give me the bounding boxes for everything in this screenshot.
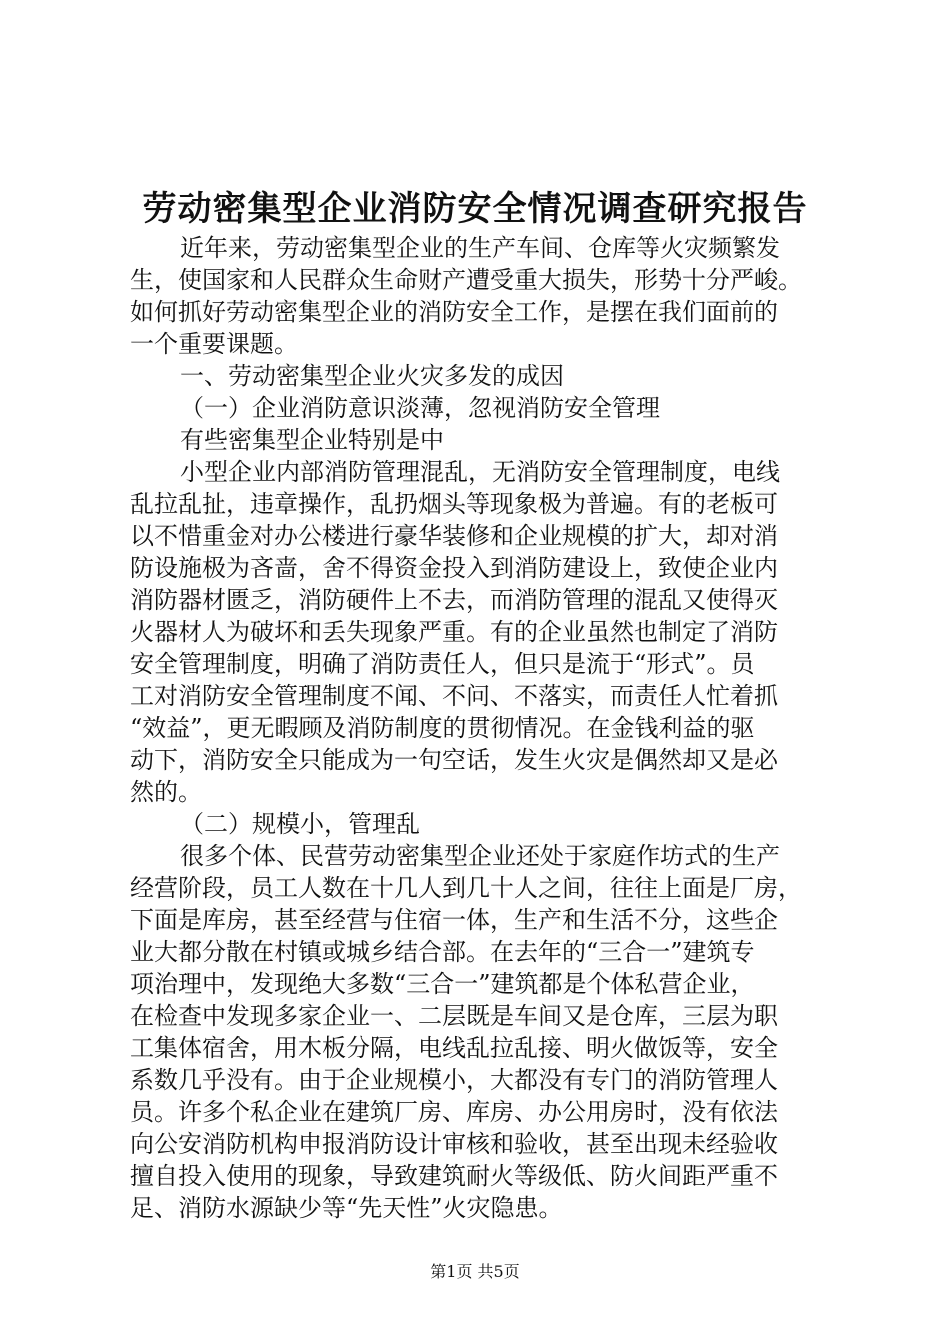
text-line: 经营阶段，员工人数在十几人到几十人之间，往往上面是厂房， [130,874,802,902]
text-line: 有些密集型企业特别是中 [180,426,444,454]
text-line: 下面是库房，甚至经营与住宿一体，生产和生活不分，这些企 [130,906,778,934]
text-line: 以不惜重金对办公楼进行豪华装修和企业规模的扩大，却对消 [130,522,778,550]
text-line: 乱拉乱扯，违章操作，乱扔烟头等现象极为普遍。有的老板可 [130,490,778,518]
text-line: （二）规模小，管理乱 [180,810,420,838]
text-line: 向公安消防机构申报消防设计审核和验收，甚至出现未经验收 [130,1130,778,1158]
text-line: 工集体宿舍，用木板分隔，电线乱拉乱接、明火做饭等，安全 [130,1034,778,1062]
text-line: “效益”，更无暇顾及消防制度的贯彻情况。在金钱利益的驱 [130,714,755,742]
text-line: （一）企业消防意识淡薄，忽视消防安全管理 [180,394,660,422]
text-line: 动下，消防安全只能成为一句空话，发生火灾是偶然却又是必 [130,746,778,774]
text-line: 一个重要课题。 [130,330,298,358]
text-line: 安全管理制度，明确了消防责任人，但只是流于“形式”。员 [130,650,755,678]
text-line: 火器材人为破坏和丢失现象严重。有的企业虽然也制定了消防 [130,618,778,646]
text-line: 小型企业内部消防管理混乱，无消防安全管理制度，电线 [180,458,780,486]
text-line: 生，使国家和人民群众生命财产遭受重大损失，形势十分严峻。 [130,266,802,294]
text-line: 擅自投入使用的现象，导致建筑耐火等级低、防火间距严重不 [130,1162,778,1190]
page-footer: 第1页 共5页 [430,1262,520,1281]
text-line: 近年来，劳动密集型企业的生产车间、仓库等火灾频繁发 [180,234,780,262]
text-line: 如何抓好劳动密集型企业的消防安全工作，是摆在我们面前的 [130,298,778,326]
document-title: 劳动密集型企业消防安全情况调查研究报告 [142,189,808,229]
text-line: 足、消防水源缺少等“先天性”火灾隐患。 [130,1194,563,1222]
text-line: 业大都分散在村镇或城乡结合部。在去年的“三合一”建筑专 [130,938,755,966]
text-line: 工对消防安全管理制度不闻、不问、不落实，而责任人忙着抓 [130,682,778,710]
text-line: 一、劳动密集型企业火灾多发的成因 [180,362,564,390]
text-line: 员。许多个私企业在建筑厂房、库房、办公用房时，没有依法 [130,1098,778,1126]
text-line: 防设施极为吝啬，舍不得资金投入到消防建设上，致使企业内 [130,554,778,582]
document-body [130,232,838,1224]
text-line: 消防器材匮乏，消防硬件上不去，而消防管理的混乱又使得灭 [130,586,778,614]
text-line: 在检查中发现多家企业一、二层既是车间又是仓库，三层为职 [130,1002,778,1030]
text-line: 系数几乎没有。由于企业规模小，大都没有专门的消防管理人 [130,1066,778,1094]
text-line: 项治理中，发现绝大多数“三合一”建筑都是个体私营企业， [130,970,755,998]
text-line: 很多个体、民营劳动密集型企业还处于家庭作坊式的生产 [180,842,780,870]
text-line: 然的。 [130,778,202,806]
